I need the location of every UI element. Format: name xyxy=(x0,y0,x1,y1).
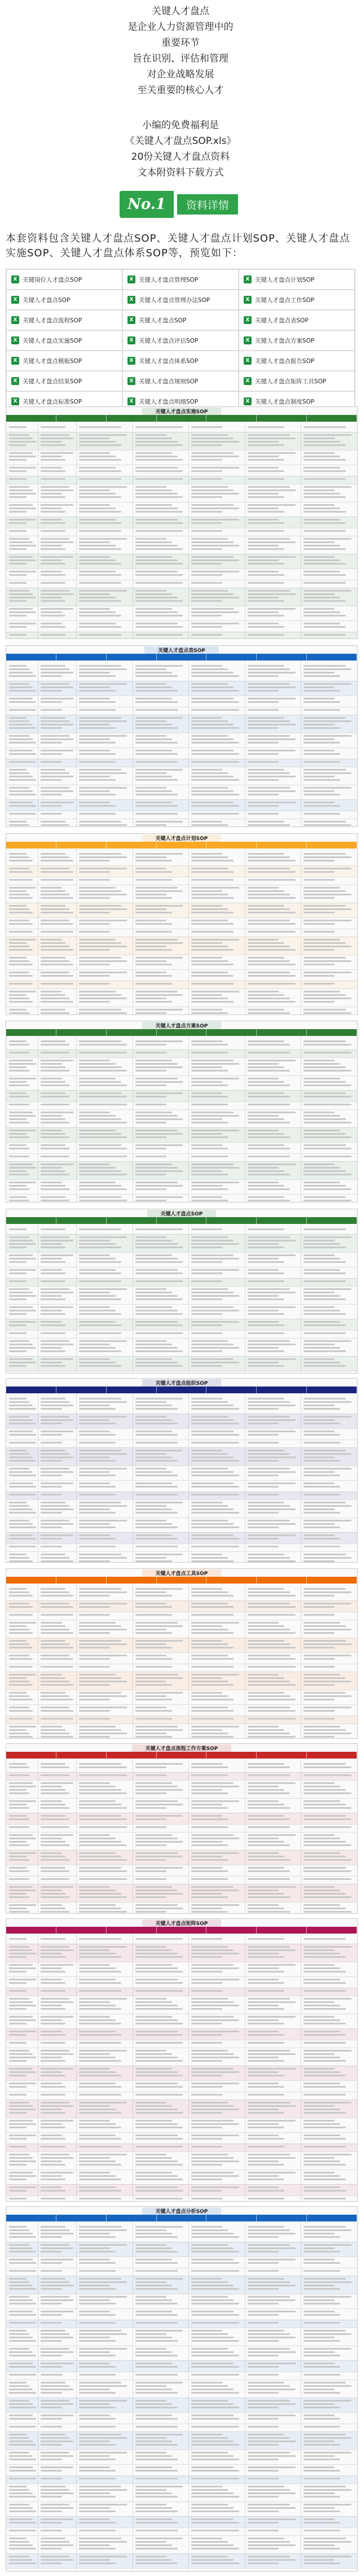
file-item[interactable] xyxy=(239,371,355,391)
sheet-title: 关键人才盘点流程工作方案SOP xyxy=(132,1744,232,1752)
excel-file-icon: X xyxy=(127,296,135,304)
offer-line: 《关键人才盘点SOP.xls》 xyxy=(125,135,236,147)
excel-file-icon: X xyxy=(244,296,252,304)
spreadsheet-preview xyxy=(6,645,358,827)
file-item[interactable] xyxy=(239,310,355,330)
sheet-title: 关键人才盘点计划SOP xyxy=(142,834,222,842)
file-name: 关键人才盘点SOP xyxy=(23,296,71,304)
file-item[interactable] xyxy=(122,351,239,371)
file-name: 关键人才盘点矩阵工具SOP xyxy=(255,378,327,385)
description: 本套资料包含关键人才盘点SOP、关键人才盘点计划SOP、关键人才盘点实施SOP、关键人才盘点体系SOP等，预览如下： xyxy=(6,233,350,259)
sheet-header-row xyxy=(6,415,357,422)
sheet-header-row xyxy=(6,1387,357,1393)
badge-number: No.1 xyxy=(120,191,174,218)
file-name: 关键人才盘点管理SOP xyxy=(139,276,199,283)
excel-file-icon: X xyxy=(11,377,19,385)
spreadsheet-preview xyxy=(6,1021,358,1202)
excel-file-icon: X xyxy=(127,316,135,324)
file-item[interactable] xyxy=(6,371,122,391)
file-item[interactable] xyxy=(122,371,239,391)
sheet-header-row xyxy=(6,1577,357,1584)
excel-file-icon: X xyxy=(127,357,135,365)
file-item[interactable] xyxy=(6,310,122,330)
excel-file-icon: X xyxy=(11,316,19,324)
file-item[interactable] xyxy=(239,330,355,351)
file-name: 关键人才盘点方案SOP xyxy=(255,337,315,344)
file-item[interactable] xyxy=(6,330,122,351)
file-name: 关键人才盘点计划SOP xyxy=(255,276,315,283)
offer-line: 20份关键人才盘点资料 xyxy=(131,151,230,163)
intro-text xyxy=(0,0,361,181)
file-name: 关键人才盘点制度SOP xyxy=(255,398,315,405)
file-item[interactable] xyxy=(239,351,355,371)
sheet-title: 关键人才盘点SOP xyxy=(147,1210,217,1217)
intro-line: 至关重要的核心人才 xyxy=(137,85,224,96)
spreadsheet-preview xyxy=(6,833,358,1015)
file-name: 关键人才盘点报告SOP xyxy=(255,357,315,365)
sheet-title: 关键人才盘点方案SOP xyxy=(142,1022,222,1029)
file-name: 关键人才盘点工作SOP xyxy=(255,296,315,304)
spreadsheet-preview xyxy=(6,406,358,639)
spreadsheet-preview xyxy=(6,1209,358,1374)
sheet-header-row xyxy=(6,1217,357,1224)
excel-file-icon: X xyxy=(244,336,252,344)
badge-label: 资料详情 xyxy=(176,193,239,216)
offer-line: 文本附资料下载方式 xyxy=(137,167,224,178)
excel-file-icon: X xyxy=(127,336,135,344)
file-name: 关键人才盘点模板SOP xyxy=(23,357,82,365)
excel-file-icon: X xyxy=(127,377,135,385)
file-name: 关键人才盘点体系SOP xyxy=(139,357,199,365)
file-item[interactable] xyxy=(122,330,239,351)
file-item[interactable] xyxy=(6,269,122,290)
intro-line: 是企业人力资源管理中的 xyxy=(127,21,234,33)
sheet-header-row xyxy=(6,1927,357,1934)
file-item[interactable] xyxy=(6,290,122,310)
sheet-title: 关键人才盘点工具SOP xyxy=(142,1569,222,1577)
spreadsheet-preview xyxy=(6,2206,358,2571)
excel-file-icon: X xyxy=(11,275,19,283)
section-badge xyxy=(0,191,361,218)
file-item[interactable] xyxy=(122,310,239,330)
sheet-title: 关键人才盘点表SOP xyxy=(144,646,219,654)
file-name: 关键岗位人才盘点SOP xyxy=(23,276,82,283)
spreadsheet-preview xyxy=(6,1743,358,1914)
excel-file-icon: X xyxy=(127,397,135,405)
excel-file-icon: X xyxy=(11,397,19,405)
sheet-header-row xyxy=(6,1752,357,1759)
intro-line: 关键人才盘点 xyxy=(152,6,209,17)
sheet-title: 关键人才盘点矩阵SOP xyxy=(142,1919,222,1927)
file-name: 关键人才盘点评估SOP xyxy=(139,337,199,344)
sheet-title: 关键人才盘点实施SOP xyxy=(142,408,222,415)
sheet-header-row xyxy=(6,842,357,849)
intro-line: 对企业战略发展 xyxy=(147,69,214,80)
excel-file-icon: X xyxy=(11,296,19,304)
spreadsheet-preview xyxy=(6,1378,358,1563)
spreadsheet-preview xyxy=(6,1918,358,2202)
sheet-header-row xyxy=(6,1029,357,1036)
file-name: 关键人才盘点流程SOP xyxy=(23,317,82,324)
intro-line: 重要环节 xyxy=(161,37,200,49)
excel-file-icon: X xyxy=(244,397,252,405)
file-item[interactable] xyxy=(239,290,355,310)
file-name: 关键人才盘点标准SOP xyxy=(23,398,82,405)
file-name: 关键人才盘点规则SOP xyxy=(139,378,199,385)
excel-file-icon: X xyxy=(244,357,252,365)
excel-file-icon: X xyxy=(11,336,19,344)
spreadsheet-preview xyxy=(6,1568,358,1739)
excel-file-icon: X xyxy=(244,275,252,283)
excel-file-icon: X xyxy=(244,316,252,324)
file-item[interactable] xyxy=(239,269,355,290)
sheet-title: 关键人才盘点组织SOP xyxy=(142,1379,222,1387)
intro-line: 旨在识别、评估和管理 xyxy=(133,53,228,64)
file-name: 关键人才盘点实施SOP xyxy=(23,337,82,344)
file-name: 关键人才盘点结果SOP xyxy=(23,378,82,385)
sheet-header-row xyxy=(6,2215,357,2221)
excel-file-icon: X xyxy=(11,357,19,365)
file-item[interactable] xyxy=(122,269,239,290)
sheet-header-row xyxy=(6,654,357,661)
file-name: 关键人才盘点管理办法SOP xyxy=(139,296,210,304)
file-item[interactable] xyxy=(122,290,239,310)
file-name: 关键人才盘点表SOP xyxy=(255,317,309,324)
file-item[interactable] xyxy=(6,351,122,371)
excel-file-icon: X xyxy=(244,377,252,385)
file-name: 关键人才盘点明细SOP xyxy=(139,398,199,405)
sheet-title: 关键人才盘点分析SOP xyxy=(142,2207,222,2215)
excel-file-icon: X xyxy=(127,275,135,283)
offer-line: 小编的免费福利是 xyxy=(142,120,219,131)
file-name: 关键人才盘点SOP xyxy=(139,317,187,324)
